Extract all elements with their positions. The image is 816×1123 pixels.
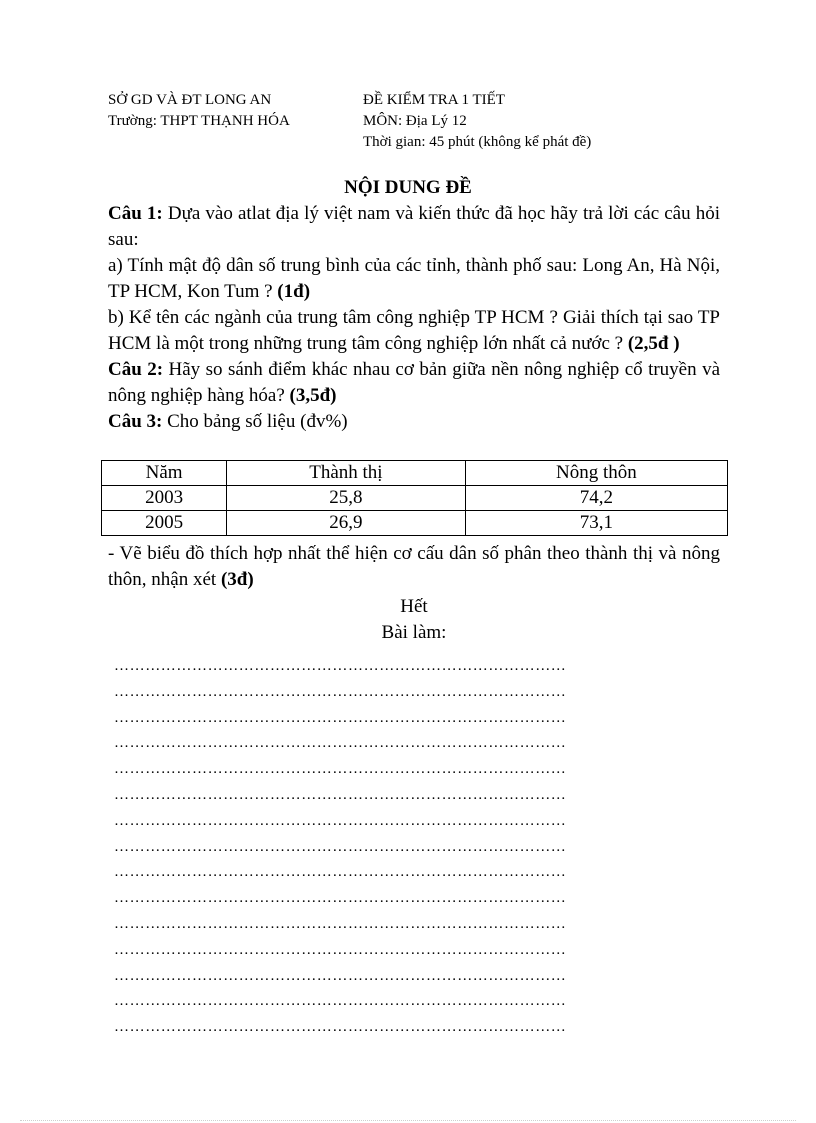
answer-line: …………………………………………………………………………… — [114, 786, 567, 803]
question-1b-points: (2,5đ ) — [627, 333, 680, 354]
answer-line: …………………………………………………………………………… — [114, 812, 567, 829]
answer-line: …………………………………………………………………………… — [114, 709, 567, 726]
question-3-label: Câu 3: — [108, 411, 163, 432]
table-header-cell: Năm — [102, 461, 227, 486]
table-header-row — [102, 461, 728, 486]
question-1b-text: b) Kể tên các ngành của trung tâm công nghiệp TP HCM ? Giải thích tại sao TP HCM là một trong những trung tâm công nghiệp lớn nhất cả nước ? — [108, 307, 720, 354]
table-cell: 74,2 — [465, 486, 727, 511]
department-name: SỞ GD VÀ ĐT LONG AN — [108, 92, 272, 108]
question-2 — [108, 357, 720, 409]
table-cell: 26,9 — [227, 511, 466, 536]
table-cell: 73,1 — [465, 511, 727, 536]
question-1b — [108, 305, 720, 357]
answer-line: …………………………………………………………………………… — [114, 735, 567, 752]
answer-lines — [114, 654, 706, 1041]
question-1a — [108, 253, 720, 305]
answer-label: Bài làm: — [381, 622, 447, 643]
answer-line: …………………………………………………………………………… — [114, 941, 567, 958]
subject: MÔN: Địa Lý 12 — [363, 113, 467, 129]
page-bottom-divider — [20, 1120, 796, 1121]
question-2-label: Câu 2: — [108, 359, 164, 380]
answer-line: …………………………………………………………………………… — [114, 683, 567, 700]
header-left — [108, 90, 290, 132]
question-1 — [108, 201, 720, 253]
question-2-text: Hãy so sánh điểm khác nhau cơ bản giữa nền nông nghiệp cổ truyền và nông nghiệp hàng hóa? — [108, 359, 720, 406]
table-cell: 2005 — [102, 511, 227, 536]
question-1a-text: a) Tính mật độ dân số trung bình của các tỉnh, thành phố sau: Long An, Hà Nội, TP HCM, Kon Tum ? — [108, 255, 720, 302]
question-1-text: Dựa vào atlat địa lý việt nam và kiến thức đã học hãy trả lời các câu hỏi sau: — [108, 203, 720, 250]
table-header-cell: Thành thị — [227, 461, 466, 486]
question-3-task-text: - Vẽ biểu đồ thích hợp nhất thể hiện cơ cấu dân số phân theo thành thị và nông thôn, nhận xét — [108, 543, 720, 590]
question-2-points: (3,5đ) — [289, 385, 337, 406]
answer-line: …………………………………………………………………………… — [114, 761, 567, 778]
answer-line: …………………………………………………………………………… — [114, 890, 567, 907]
answer-line: …………………………………………………………………………… — [114, 1019, 567, 1036]
question-1-label: Câu 1: — [108, 203, 163, 224]
answer-line: …………………………………………………………………………… — [114, 838, 567, 855]
header-right — [363, 90, 591, 153]
table-row — [102, 511, 728, 536]
answer-line: …………………………………………………………………………… — [114, 864, 567, 881]
table-header-cell: Nông thôn — [465, 461, 727, 486]
time-limit: Thời gian: 45 phút (không kể phát đề) — [363, 134, 592, 150]
school-name: Trường: THPT THẠNH HÓA — [108, 113, 290, 129]
table-cell: 2003 — [102, 486, 227, 511]
table-cell: 25,8 — [227, 486, 466, 511]
answer-line: …………………………………………………………………………… — [114, 993, 567, 1010]
answer-line: …………………………………………………………………………… — [114, 658, 567, 674]
question-3 — [108, 409, 720, 435]
exam-title: ĐỀ KIỂM TRA 1 TIẾT — [363, 92, 505, 108]
question-3-task-points: (3đ) — [220, 569, 254, 590]
answer-line: …………………………………………………………………………… — [114, 967, 567, 984]
questions — [108, 201, 720, 435]
table-row — [102, 486, 728, 511]
page-title: NỘI DUNG ĐỀ — [344, 177, 472, 198]
answer-line: …………………………………………………………………………… — [114, 915, 567, 932]
question-3-task-paragraph — [108, 541, 720, 593]
data-table — [101, 460, 728, 536]
end-label: Hết — [400, 596, 428, 617]
question-1a-points: (1đ) — [277, 281, 311, 302]
question-3-text: Cho bảng số liệu (đv%) — [162, 411, 348, 432]
question-3-task — [108, 541, 720, 593]
